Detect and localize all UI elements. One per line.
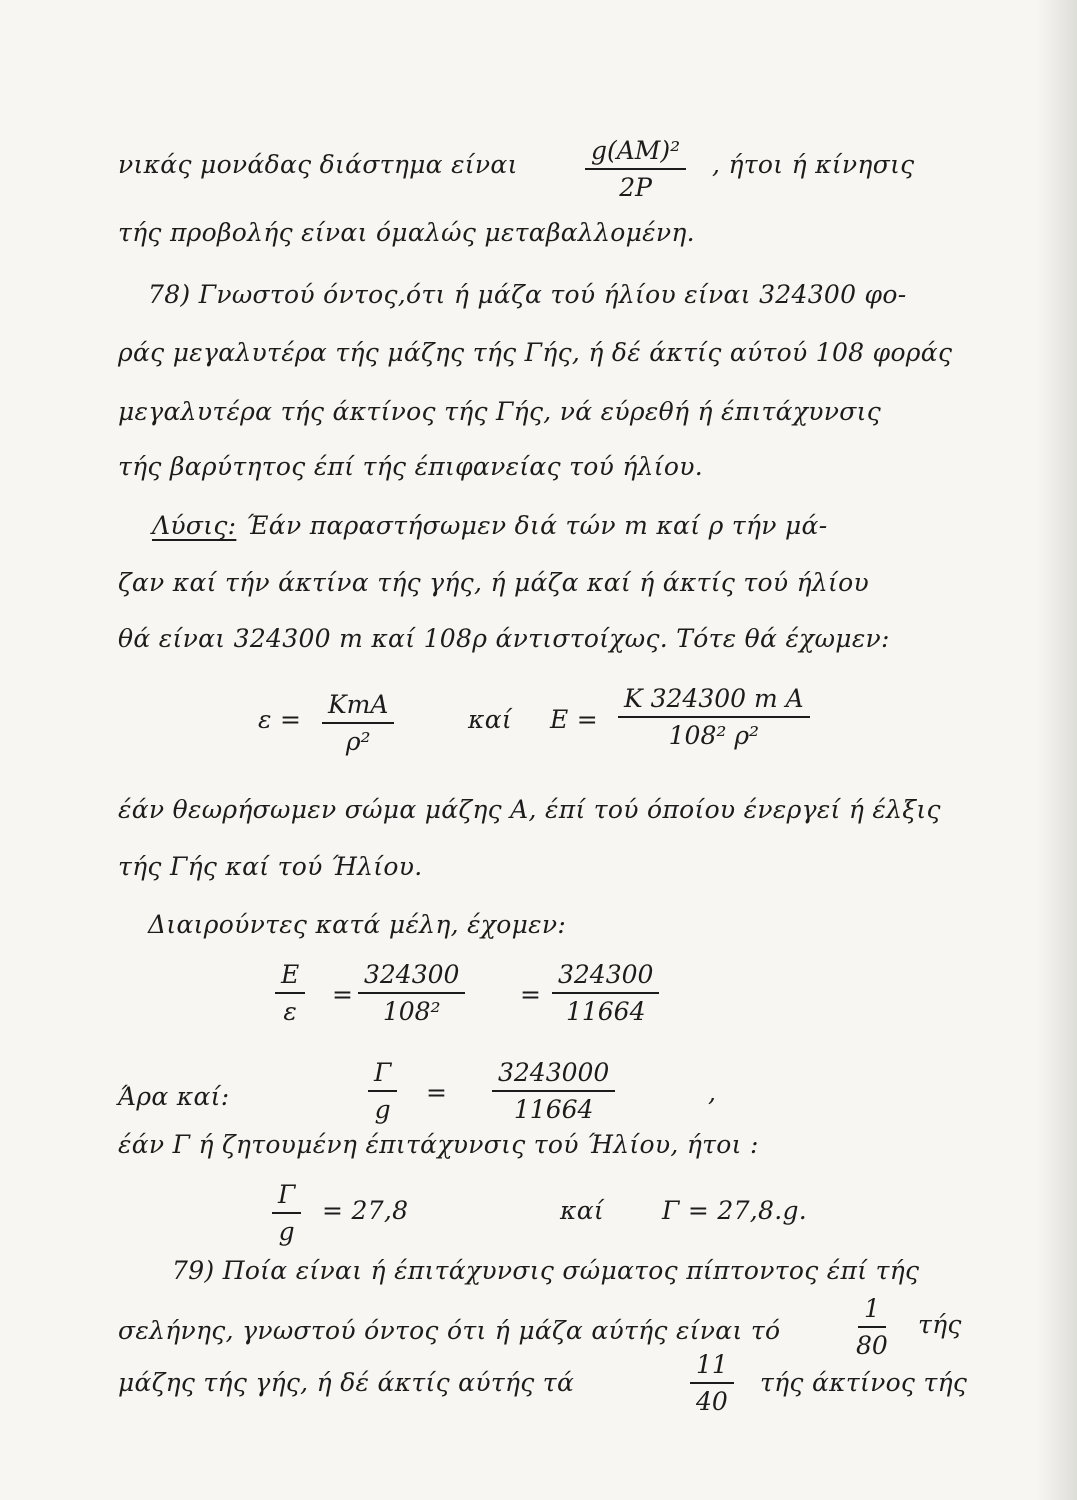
text-ean-gamma: έάν Γ ή ζητουμένη έπιτάχυνσις τού Ήλίου, ήτοι :: [118, 1130, 759, 1159]
text-line-2: τής προβολής είναι όμαλώς μεταβαλλομένη.: [118, 218, 695, 247]
fraction-denominator: g: [374, 1095, 391, 1124]
fraction-gamma-g: [368, 1058, 397, 1124]
fraction-denominator: ρ²: [345, 727, 371, 756]
equation-1-lhs: ε =: [258, 705, 302, 734]
fraction-denominator: 40: [696, 1387, 728, 1416]
text-dividing: Διαιρούντες κατά μέλη, έχομεν:: [148, 910, 567, 939]
problem-79-line-1: 79) Ποία είναι ή έπιτάχυνσις σώματος πίπτοντος έπί τής: [172, 1256, 920, 1285]
fraction-denominator: 108²: [382, 997, 441, 1026]
fraction-g-am: [585, 136, 686, 202]
fraction-numerator: 11: [690, 1350, 734, 1384]
fraction-numerator: KmA: [322, 690, 394, 724]
fraction-e-epsilon: [275, 960, 305, 1026]
fraction-1-80: [856, 1294, 888, 1360]
fraction-kma-rho: [322, 690, 394, 756]
equation-1-kai: καί: [468, 705, 512, 734]
fraction-denominator: 2P: [619, 173, 652, 202]
solution-line-3: θά είναι 324300 m καί 108ρ άντιστοίχως. Τότε θά έχωμεν:: [118, 624, 890, 653]
problem-79-line-2a: σελήνης, γνωστού όντος ότι ή μάζα αύτής είναι τό: [118, 1316, 781, 1345]
problem-79-line-2b: τής: [918, 1310, 962, 1339]
fraction-numerator: Γ: [368, 1058, 397, 1092]
problem-79-line-3a: μάζης τής γής, ή δέ άκτίς αύτής τά: [118, 1368, 575, 1397]
equals-sign: =: [520, 980, 542, 1009]
fraction-denominator: g: [278, 1217, 295, 1246]
solution-line-2: ζαν καί τήν άκτίνα τής γής, ή μάζα καί ή άκτίς τού ήλίου: [118, 568, 870, 597]
fraction-denominator: 11664: [565, 997, 646, 1026]
equals-sign: =: [332, 980, 354, 1009]
solution-line-1: Έάν παραστήσωμεν διά τών m καί ρ τήν μά-: [246, 511, 828, 540]
fraction-numerator: g(AM)²: [585, 136, 686, 170]
fraction-denominator: ε: [283, 997, 297, 1026]
text-line-1b: , ήτοι ή κίνησις: [712, 150, 915, 179]
fraction-11-40: [690, 1350, 734, 1416]
fraction-k-324300: [618, 684, 810, 750]
fraction-denominator: 108² ρ²: [668, 721, 760, 750]
page-edge-shadow: [1037, 0, 1077, 1500]
fraction-324300-108sq: [358, 960, 465, 1026]
fraction-denominator: 80: [856, 1331, 888, 1360]
fraction-numerator: E: [275, 960, 305, 994]
fraction-numerator: 324300: [358, 960, 465, 994]
fraction-324300-11664: [552, 960, 659, 1026]
solution-label: Λύσις:: [152, 511, 237, 540]
fraction-denominator: 11664: [513, 1095, 594, 1124]
problem-78-line-4: τής βαρύτητος έπί τής έπιφανείας τού ήλίου.: [118, 452, 704, 481]
fraction-numerator: 324300: [552, 960, 659, 994]
trailing-comma: ,: [708, 1078, 717, 1107]
equals-sign: =: [426, 1078, 448, 1107]
problem-78-line-3: μεγαλυτέρα τής άκτίνος τής Γής, νά εύρεθή ή έπιτάχυνσις: [118, 397, 882, 426]
equation-4-value: = 27,8: [322, 1196, 409, 1225]
fraction-gamma-g-2: [272, 1180, 301, 1246]
equation-4-rhs: Γ = 27,8.g.: [662, 1196, 808, 1225]
text-line-1a: νικάς μονάδας διάστημα είναι: [118, 150, 518, 179]
fraction-numerator: 1: [858, 1294, 886, 1328]
problem-78-line-1: 78) Γνωστού όντος,ότι ή μάζα τού ήλίου είναι 324300 φο-: [148, 280, 907, 309]
fraction-3243000-11664: [492, 1058, 615, 1124]
text-after-equation-2: τής Γής καί τού Ήλίου.: [118, 852, 423, 881]
fraction-numerator: K 324300 m A: [618, 684, 810, 718]
text-ara-kai: Άρα καί:: [118, 1082, 230, 1111]
equation-4-kai: καί: [560, 1196, 604, 1225]
problem-78-line-2: ράς μεγαλυτέρα τής μάζης τής Γής, ή δέ άκτίς αύτού 108 φοράς: [118, 338, 953, 367]
problem-79-line-3b: τής άκτίνος τής: [760, 1368, 968, 1397]
fraction-numerator: Γ: [272, 1180, 301, 1214]
fraction-numerator: 3243000: [492, 1058, 615, 1092]
equation-1-rhs: E =: [550, 705, 599, 734]
text-after-equation-1: έάν θεωρήσωμεν σώμα μάζης A, έπί τού όποίου ένεργεί ή έλξις: [118, 795, 941, 824]
